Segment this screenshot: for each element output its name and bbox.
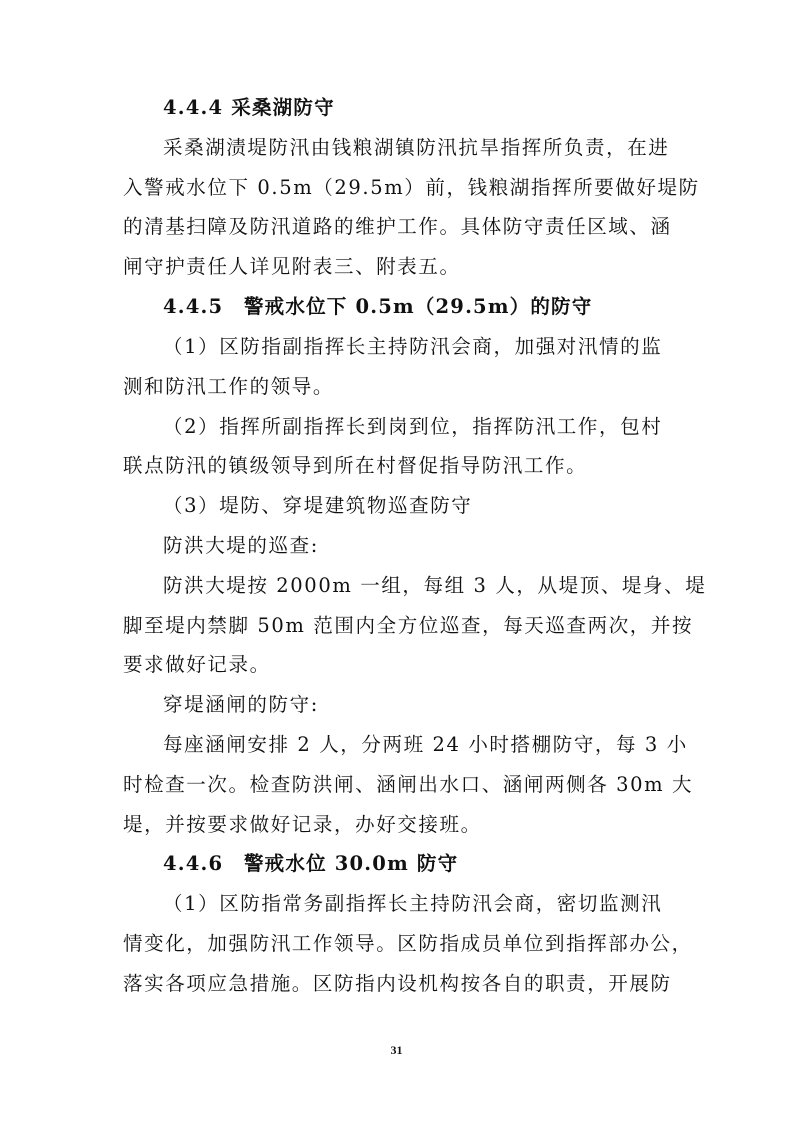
paragraph-line: 联点防汛的镇级领导到所在村督促指导防汛工作。 — [123, 454, 588, 477]
paragraph-line: 要求做好记录。 — [123, 653, 271, 676]
paragraph-line: 穿堤涵闸的防守: — [163, 693, 319, 716]
paragraph-line: （2）指挥所副指挥长到岗到位，指挥防汛工作，包村 — [163, 415, 663, 438]
paragraph-line: 时检查一次。检查防洪闸、涵闸出水口、涵闸两侧各 30m 大 — [123, 773, 694, 796]
paragraph-line: （1）区防指副指挥长主持防汛会商，加强对汛情的监 — [163, 335, 663, 358]
paragraph-line: 每座涵闸安排 2 人，分两班 24 小时搭棚防守，每 3 小 — [163, 733, 688, 756]
section-heading-4-4-4: 4.4.4 采桑湖防守 — [163, 96, 335, 119]
paragraph-line: 防洪大堤的巡查: — [163, 534, 319, 557]
page-number: 31 — [390, 1043, 403, 1057]
paragraph-line: 防洪大堤按 2000m 一组，每组 3 人，从堤顶、堤身、堤 — [163, 574, 707, 597]
paragraph-line: 测和防汛工作的领导。 — [123, 375, 335, 398]
paragraph-line: 入警戒水位下 0.5m（29.5m）前，钱粮湖指挥所要做好堤防 — [123, 176, 700, 199]
paragraph-line: 的清基扫障及防汛道路的维护工作。具体防守责任区域、涵 — [123, 215, 672, 238]
paragraph-line: （3）堤防、穿堤建筑物巡查防守 — [163, 494, 473, 517]
section-heading-4-4-6: 4.4.6 警戒水位 30.0m 防守 — [163, 852, 459, 875]
paragraph-line: 脚至堤内禁脚 50m 范围内全方位巡查，每天巡查两次，并按 — [123, 614, 694, 637]
paragraph-line: 情变化，加强防汛工作领导。区防指成员单位到指挥部办公， — [123, 932, 693, 955]
section-heading-4-4-5: 4.4.5 警戒水位下 0.5m（29.5m）的防守 — [163, 295, 593, 318]
paragraph-line: 落实各项应急措施。区防指内设机构按各自的职责，开展防 — [123, 972, 672, 995]
paragraph-line: 堤，并按要求做好记录，办好交接班。 — [123, 813, 482, 836]
paragraph-line: 采桑湖渍堤防汛由钱粮湖镇防汛抗旱指挥所负责，在进 — [163, 136, 670, 159]
paragraph-line: 闸守护责任人详见附表三、附表五。 — [123, 255, 461, 278]
paragraph-line: （1）区防指常务副指挥长主持防汛会商，密切监测汛 — [163, 892, 663, 915]
